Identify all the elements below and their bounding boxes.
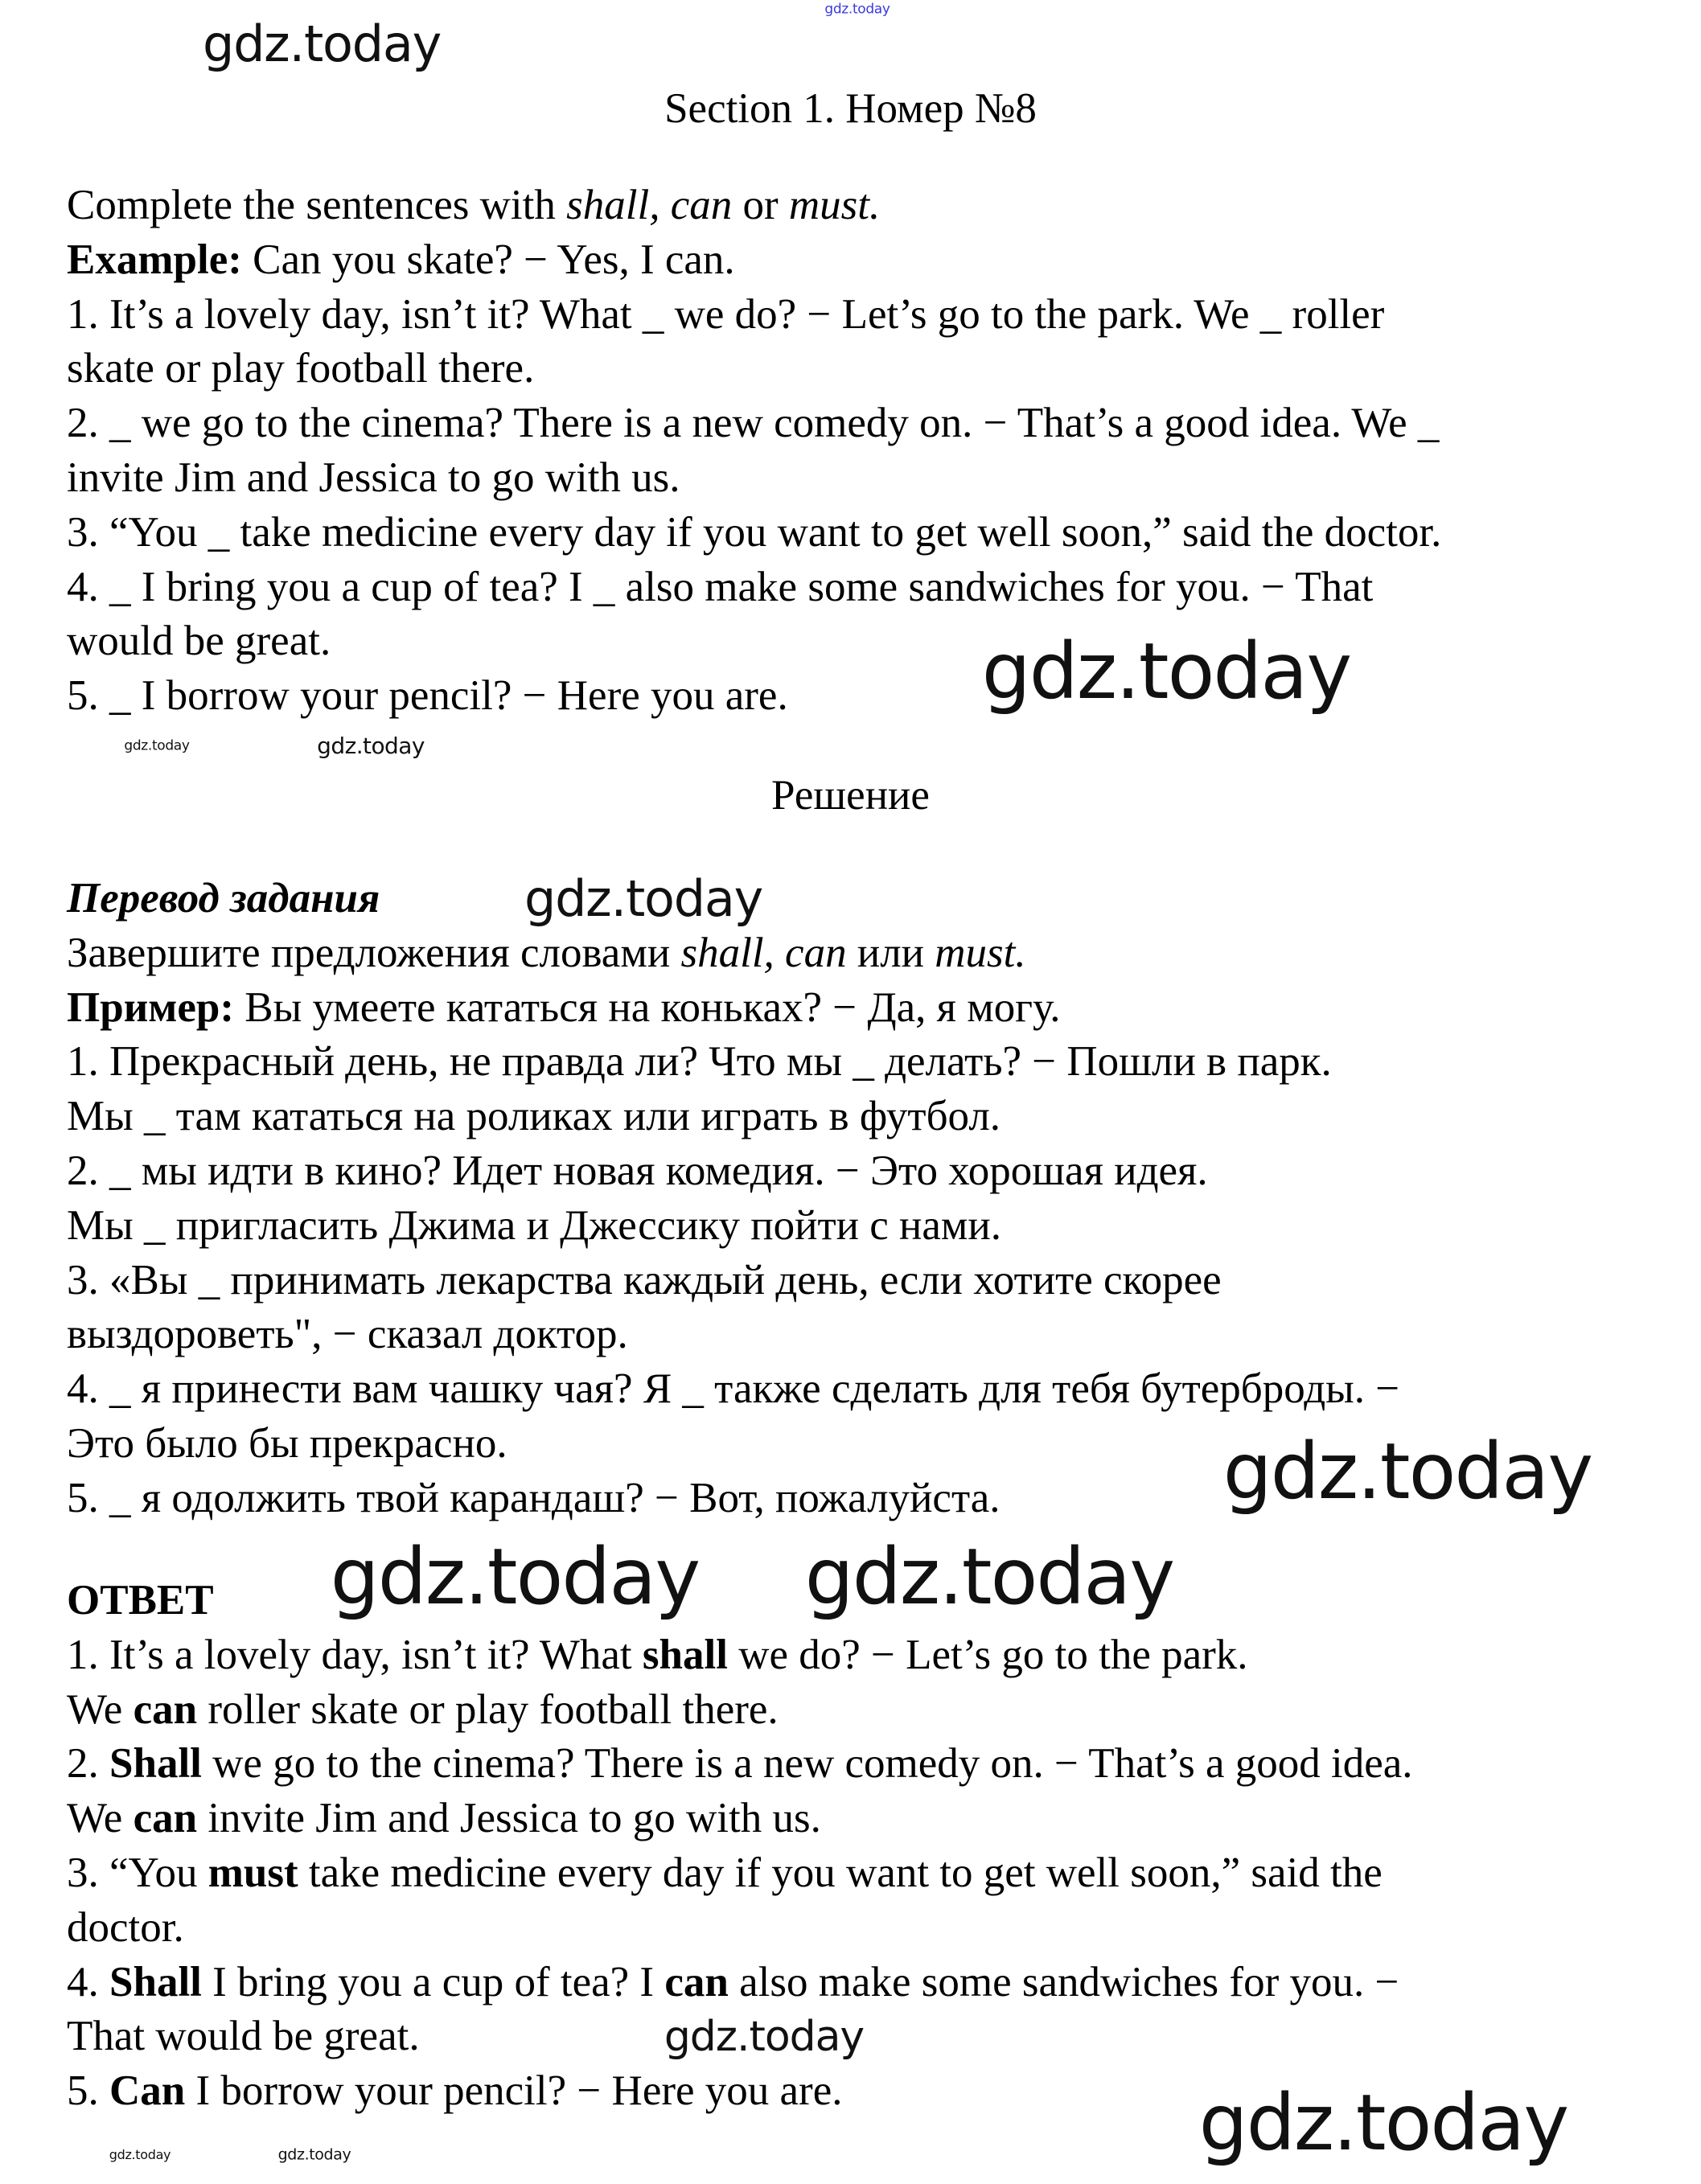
translation-line [67,1144,1208,1199]
watermark: gdz.today [524,869,763,928]
text-segment: 3. «Вы _ принимать лекарства каждый день, если хотите скорее [67,1256,1222,1303]
translation-line [67,1472,1000,1526]
emphasized-text: must [207,1849,298,1896]
task-line [67,669,788,724]
text-segment: also make some sandwiches for you. − [728,1958,1399,2005]
emphasized-text: shall [642,1631,728,1678]
answer-line [67,1792,821,1846]
task-line [67,288,1384,343]
solution-heading: Решение [771,772,930,819]
answer-line [67,2064,842,2119]
answer-line [67,1846,1383,1901]
text-segment: Вы умеете кататься на коньках? − Да, я могу. [234,983,1061,1031]
translation-text [67,869,1400,1526]
text-segment: 2. _ we go to the cinema? There is a new comedy on. − That’s a good idea. We _ [67,400,1440,447]
page-title: Section 1. Номер №8 [664,85,1037,132]
watermark: gdz.today [804,1532,1174,1622]
translation-line [67,981,1060,1036]
text-segment: 4. [67,1958,109,2005]
text-segment: I borrow your pencil? − Here you are. [185,2067,843,2115]
watermark: gdz.today [202,14,442,73]
text-segment: take medicine every day if you want to get well soon,” said the [298,1849,1383,1896]
emphasized-text: shall, can [680,929,847,976]
translation-line [67,1090,1000,1144]
emphasized-text: ОТВЕТ [67,1577,214,1624]
answer-line [67,1956,1399,2010]
text-segment: invite Jim and Jessica to go with us. [67,454,680,501]
text-segment: Мы _ там кататься на роликах или играть в футбол. [67,1093,1001,1140]
text-segment: Мы _ пригласить Джима и Джессику пойти с нами. [67,1201,1002,1249]
emphasized-text: Example: [67,236,242,283]
translation-line [67,1199,1001,1254]
text-segment: выздороветь", − сказал доктор. [67,1311,628,1358]
text-segment: 1. It’s a lovely day, isn’t it? What [67,1631,643,1678]
watermark: gdz.today [124,737,190,754]
emphasized-text: Перевод задания [67,875,380,922]
answer-line [67,1574,214,1628]
text-segment: 2. [67,1740,109,1788]
watermark: gdz.today [981,626,1351,716]
emphasized-text: can [664,1958,729,2005]
translation-line [67,1308,628,1362]
watermark: gdz.today [109,2147,171,2162]
translation-line [67,1362,1399,1417]
emphasized-text: can [133,1795,198,1842]
task-line [67,506,1441,560]
watermark: gdz.today [824,1,890,18]
text-segment: would be great. [67,618,331,665]
text-segment: We [67,1685,134,1733]
answer-line [67,1683,779,1738]
text-segment: 5. [67,2067,109,2115]
text-segment: invite Jim and Jessica to go with us. [197,1795,821,1842]
text-segment: skate or play football there. [67,345,535,392]
text-segment: 4. _ я принести вам чашку чая? Я _ также сделать для тебя бутерброды. − [67,1365,1400,1413]
text-segment: we do? − Let’s go to the park. [727,1631,1248,1678]
task-line [67,179,880,233]
text-segment: 5. _ I borrow your pencil? − Here you are. [67,672,788,720]
translation-line [67,1417,507,1472]
watermark: gdz.today [317,733,425,759]
task-line [67,342,534,396]
text-segment: or [732,182,789,228]
emphasized-text: must. [788,182,881,228]
emphasized-text: can [133,1685,198,1733]
text-segment: I bring you a cup of tea? I [201,1958,665,2005]
text-segment: 2. _ мы идти в кино? Идет новая комедия. − Это хорошая идея. [67,1147,1208,1194]
text-segment: Can you skate? − Yes, I can. [241,236,735,283]
text-segment: 5. _ я одолжить твой карандаш? − Вот, пожалуйста. [67,1474,1000,1521]
text-segment: roller skate or play football there. [197,1685,779,1733]
text-segment: 3. “You [67,1849,208,1896]
text-segment: We [67,1795,134,1842]
task-line [67,396,1439,451]
text-segment: we go to the cinema? There is a new comedy on. − That’s a good idea. [201,1740,1413,1788]
translation-line [67,1254,1222,1308]
answer-line [67,1737,1413,1792]
emphasized-text: must. [935,929,1026,976]
text-segment: Complete the sentences with [67,182,567,228]
watermark: gdz.today [664,2013,865,2061]
watermark: gdz.today [277,2145,351,2164]
task-line [67,614,331,669]
watermark: gdz.today [1222,1427,1592,1517]
task-line [67,233,735,288]
answer-line [67,1628,1248,1683]
text-segment: 3. “You _ take medicine every day if you want to get well soon,” said the doctor. [67,508,1442,556]
answer-line [67,2010,420,2064]
watermark: gdz.today [1198,2078,1568,2168]
text-segment: или [846,929,935,976]
emphasized-text: Пример: [67,983,234,1031]
emphasized-text: shall, can [566,182,733,228]
answer-line [67,1901,184,1956]
task-line [67,451,680,506]
text-segment: doctor. [67,1903,184,1951]
watermark: gdz.today [330,1532,700,1622]
text-segment: 1. Прекрасный день, не правда ли? Что мы _ делать? − Пошли в парк. [67,1038,1332,1086]
translation-line [67,872,380,926]
text-segment: 1. It’s a lovely day, isn’t it? What _ we do? − Let’s go to the park. We _ roller [67,290,1385,338]
text-segment: Это было бы прекрасно. [67,1419,507,1467]
emphasized-text: Can [109,2067,186,2115]
text-segment: 4. _ I bring you a cup of tea? I _ also make some sandwiches for you. − That [67,563,1374,610]
emphasized-text: Shall [109,1958,202,2005]
translation-line [67,926,1026,981]
text-segment: That would be great. [67,2013,420,2060]
task-line [67,560,1373,615]
emphasized-text: Shall [109,1740,202,1788]
text-segment: Завершите предложения словами [67,929,681,976]
translation-line [67,1035,1332,1090]
